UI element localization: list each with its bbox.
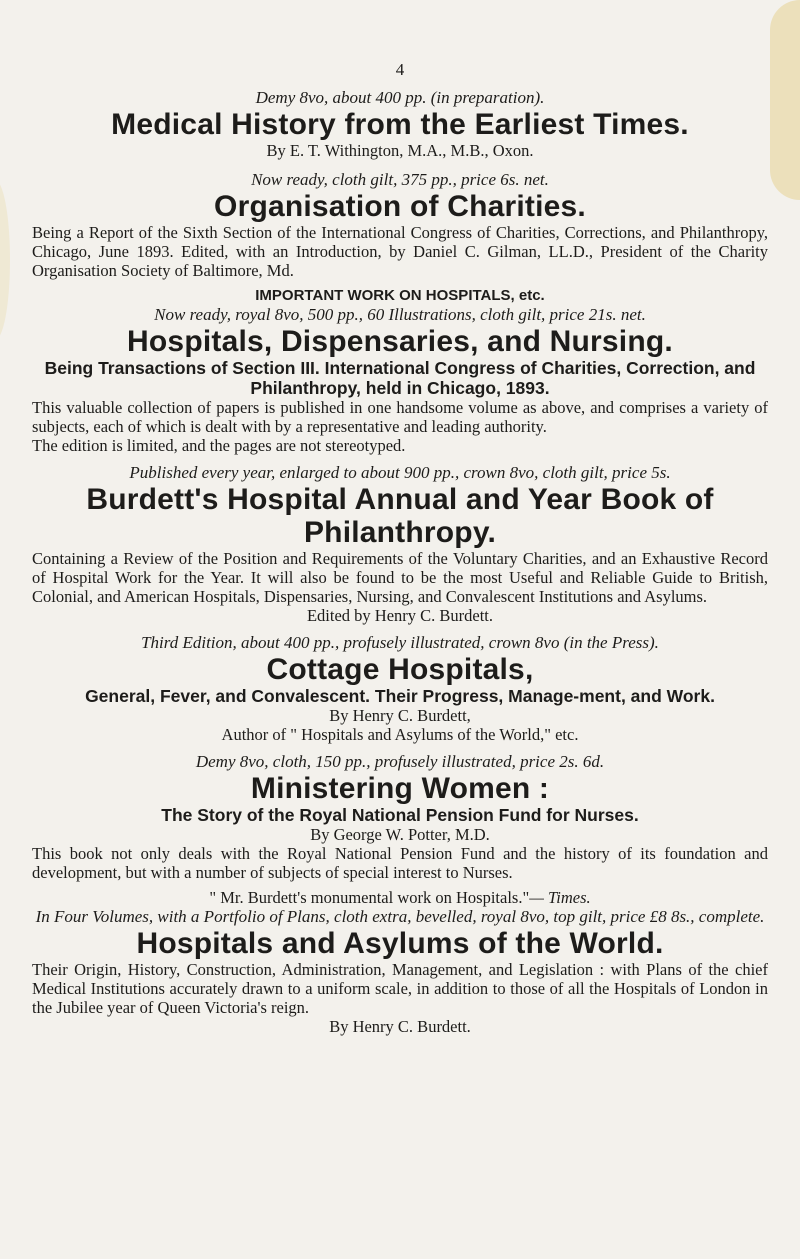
advertisement-page [32,58,768,1036]
book-note: The edition is limited, and the pages are not stereotyped. [32,436,406,455]
book-entry-ministering-women [32,752,768,882]
section-heading: IMPORTANT WORK ON HOSPITALS, etc. [255,287,545,304]
book-title: Hospitals and Asylums of the World. [136,927,664,960]
book-description: Containing a Review of the Position and Requirements of the Voluntary Charities, and an Exhaustive Record of Hospital Work for the Year. It will also be found to be the most Useful and Reliable Guide to British, Colonial, and American Hospitals, Dispensaries, Nursing, and Convalescent Institutions and Asylums. [32,549,768,606]
book-entry-hospitals-dispensaries-nursing [32,286,768,455]
book-details: Third Edition, about 400 pp., profusely illustrated, crown 8vo (in the Press). [141,633,659,652]
book-entry-burdetts-hospital-annual [32,463,768,625]
book-details: Demy 8vo, cloth, 150 pp., profusely illustrated, price 2s. 6d. [195,752,605,771]
book-description: This book not only deals with the Royal National Pension Fund and the history of its foundation and development, but with a number of subjects of special interest to Nurses. [32,844,768,882]
book-title: Ministering Women : [250,772,550,805]
book-subtitle: General, Fever, and Convalescent. Their Progress, Manage-ment, and Work. [85,686,715,706]
book-title: Burdett's Hospital Annual and Year Book of Philanthropy. [86,483,714,549]
book-subtitle: The Story of the Royal National Pension Fund for Nurses. [161,805,639,825]
review-quote [32,888,768,907]
book-details: In Four Volumes, with a Portfolio of Plans, cloth extra, bevelled, royal 8vo, top gilt, price £8 8s., complete. [35,907,765,926]
book-author: By Henry C. Burdett, [329,706,471,725]
book-title: Medical History from the Earliest Times. [111,108,689,141]
book-entry-medical-history [32,88,768,160]
quote-text: " Mr. Burdett's monumental work on Hospitals." [209,888,530,907]
book-author: By George W. Potter, M.D. [310,825,490,844]
quote-source: — Times. [529,888,591,907]
book-entry-organisation-of-charities [32,170,768,280]
book-title: Organisation of Charities. [214,190,586,223]
book-title: Hospitals, Dispensaries, and Nursing. [127,325,673,358]
book-author: Edited by Henry C. Burdett. [306,606,494,625]
page-number: 4 [395,60,405,79]
book-details: Now ready, royal 8vo, 500 pp., 60 Illustrations, cloth gilt, price 21s. net. [154,305,646,324]
book-author: By Henry C. Burdett. [329,1017,471,1036]
book-entry-cottage-hospitals [32,633,768,744]
book-subtitle: Being Transactions of Section III. International Congress of Charities, Correction, and Philanthropy, held in Chicago, 1893. [44,358,756,398]
paper-stain [0,180,10,340]
book-description: This valuable collection of papers is published in one handsome volume as above, and comprises a variety of subjects, each of which is dealt with by a representative and leading authority. [32,398,768,436]
book-details: Now ready, cloth gilt, 375 pp., price 6s. net. [251,170,549,189]
book-author: By E. T. Withington, M.A., M.B., Oxon. [266,141,534,160]
book-description: Their Origin, History, Construction, Administration, Management, and Legislation : with Plans of the chief Medical Institutions accurately drawn to a uniform scale, in addition to those of all the Hospitals of London in the Jubilee year of Queen Victoria's reign. [32,960,768,1017]
book-details: Demy 8vo, about 400 pp. (in preparation). [255,88,545,107]
book-author-credit: Author of " Hospitals and Asylums of the World," etc. [221,725,579,744]
book-details: Published every year, enlarged to about 900 pp., crown 8vo, cloth gilt, price 5s. [129,463,671,482]
book-description: Being a Report of the Sixth Section of the International Congress of Charities, Corrections, and Philanthropy, Chicago, June 1893. Edited, with an Introduction, by Daniel C. Gilman, LL.D., President of the Charity Organisation Society of Baltimore, Md. [32,223,768,280]
paper-stain [770,0,800,200]
book-title: Cottage Hospitals, [266,653,534,686]
book-entry-hospitals-and-asylums [32,888,768,1036]
